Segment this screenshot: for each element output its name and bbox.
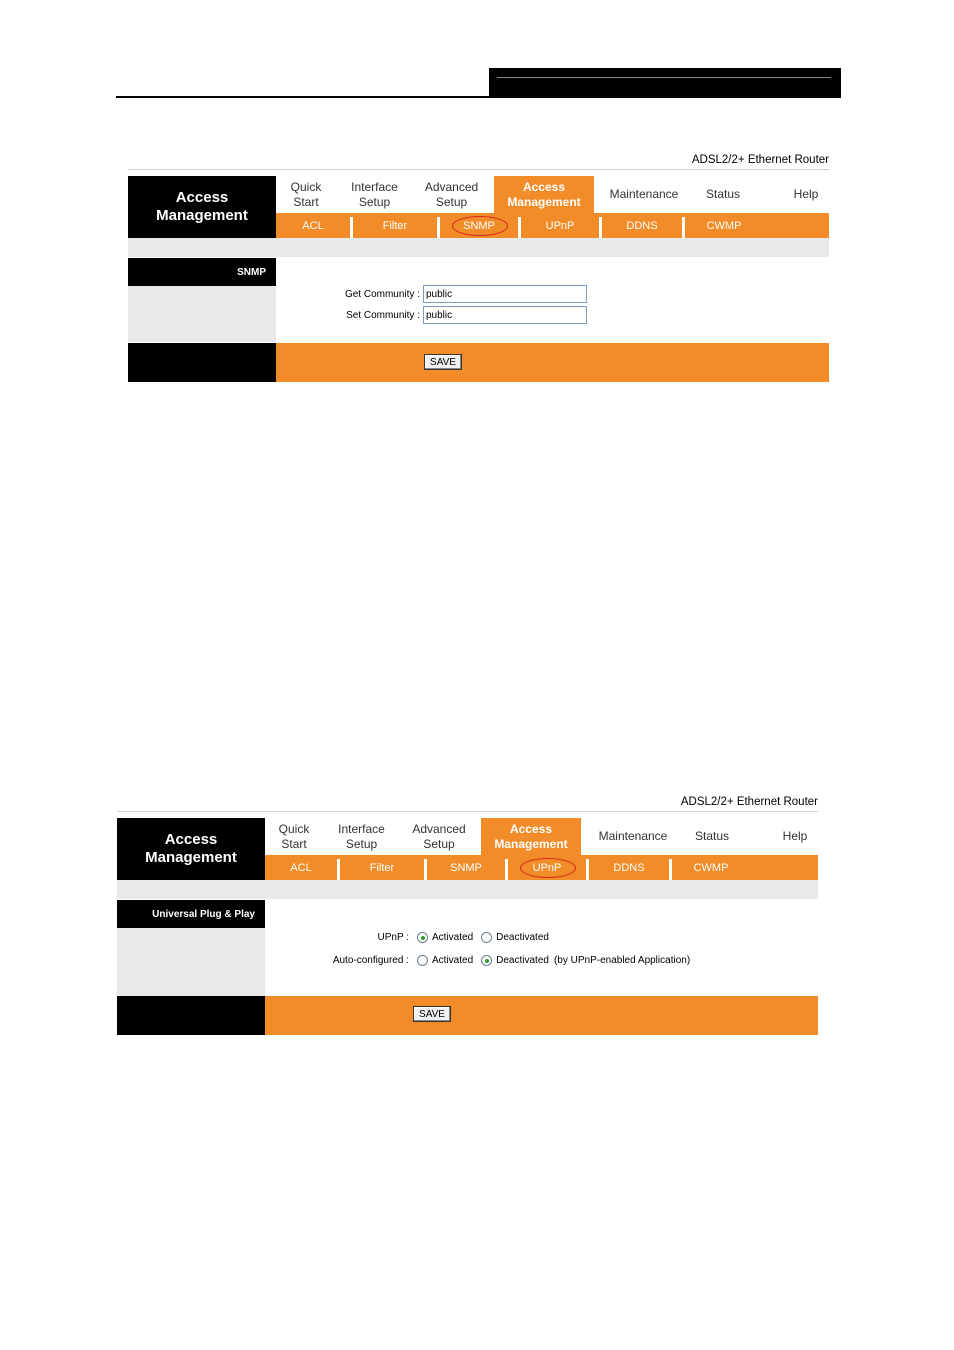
highlight-circle	[452, 216, 508, 236]
tab-ddns[interactable]: DDNS	[626, 219, 658, 232]
snmp-router-panel	[128, 154, 829, 382]
brand-label: ADSL2/2+ Ethernet Router	[680, 796, 818, 808]
menu-maintenance[interactable]: Maintenance	[598, 829, 668, 843]
document-header-tab	[489, 68, 841, 97]
save-button[interactable]: SAVE	[424, 354, 462, 370]
menu-access-management[interactable]: Access Management	[481, 818, 581, 855]
menu-help[interactable]: Help	[782, 829, 808, 843]
action-bar	[276, 343, 829, 382]
tab-filter[interactable]: Filter	[382, 219, 408, 232]
tab-ddns[interactable]: DDNS	[613, 861, 645, 874]
menu-interface-setup[interactable]: Interface Setup	[351, 179, 398, 209]
tab-filter[interactable]: Filter	[369, 861, 395, 874]
set-community-row	[340, 306, 587, 324]
tab-snmp[interactable]: SNMP	[450, 861, 482, 874]
section-label: Universal Plug & Play	[117, 900, 265, 928]
upnp-deactivated-radio[interactable]	[481, 932, 492, 943]
menu-help[interactable]: Help	[793, 187, 819, 201]
menu-status[interactable]: Status	[694, 829, 730, 843]
brand-label: ADSL2/2+ Ethernet Router	[691, 154, 829, 166]
main-menu	[265, 818, 818, 855]
menu-quick-start[interactable]: Quick Start	[278, 821, 310, 851]
page-title: Access Management	[128, 176, 276, 238]
document-header-rule	[116, 96, 841, 98]
menu-interface-setup[interactable]: Interface Setup	[338, 821, 385, 851]
upnp-router-panel	[117, 796, 818, 1036]
tab-upnp[interactable]: UPnP	[545, 219, 575, 232]
menu-quick-start[interactable]: Quick Start	[290, 179, 322, 209]
auto-configured-row	[297, 955, 690, 966]
section-label: SNMP	[128, 258, 276, 286]
save-button[interactable]: SAVE	[413, 1006, 451, 1022]
auto-deactivated-label: Deactivated	[496, 955, 549, 966]
auto-deactivated-radio[interactable]	[481, 955, 492, 966]
menu-status[interactable]: Status	[705, 187, 741, 201]
menu-advanced-setup[interactable]: Advanced Setup	[412, 821, 466, 851]
action-bar	[265, 996, 818, 1035]
upnp-activated-label: Activated	[432, 932, 474, 943]
auto-configured-note: (by UPnP-enabled Application)	[553, 955, 691, 966]
auto-activated-label: Activated	[432, 955, 474, 966]
tab-cwmp[interactable]: CWMP	[693, 861, 729, 874]
upnp-label: UPnP :	[377, 932, 409, 943]
menu-access-management[interactable]: Access Management	[494, 176, 594, 213]
main-menu	[276, 176, 829, 213]
get-community-row	[340, 285, 587, 303]
set-community-input[interactable]	[423, 306, 587, 324]
get-community-label: Get Community :	[344, 288, 420, 300]
sub-menu	[265, 855, 818, 880]
upnp-row	[297, 932, 549, 943]
tab-acl[interactable]: ACL	[290, 861, 312, 874]
highlight-circle	[520, 858, 576, 878]
tab-acl[interactable]: ACL	[302, 219, 324, 232]
sub-menu	[276, 213, 829, 238]
tab-upnp[interactable]: UPnP	[508, 855, 586, 880]
tab-snmp[interactable]: SNMP	[440, 213, 518, 238]
page-title: Access Management	[117, 818, 265, 880]
tab-cwmp[interactable]: CWMP	[706, 219, 742, 232]
menu-maintenance[interactable]: Maintenance	[609, 187, 679, 201]
menu-advanced-setup[interactable]: Advanced Setup	[424, 179, 479, 209]
upnp-deactivated-label: Deactivated	[496, 932, 549, 943]
get-community-input[interactable]	[423, 285, 587, 303]
set-community-label: Set Community :	[346, 309, 420, 321]
upnp-activated-radio[interactable]	[417, 932, 428, 943]
auto-configured-label: Auto-configured :	[332, 955, 409, 966]
auto-activated-radio[interactable]	[417, 955, 428, 966]
